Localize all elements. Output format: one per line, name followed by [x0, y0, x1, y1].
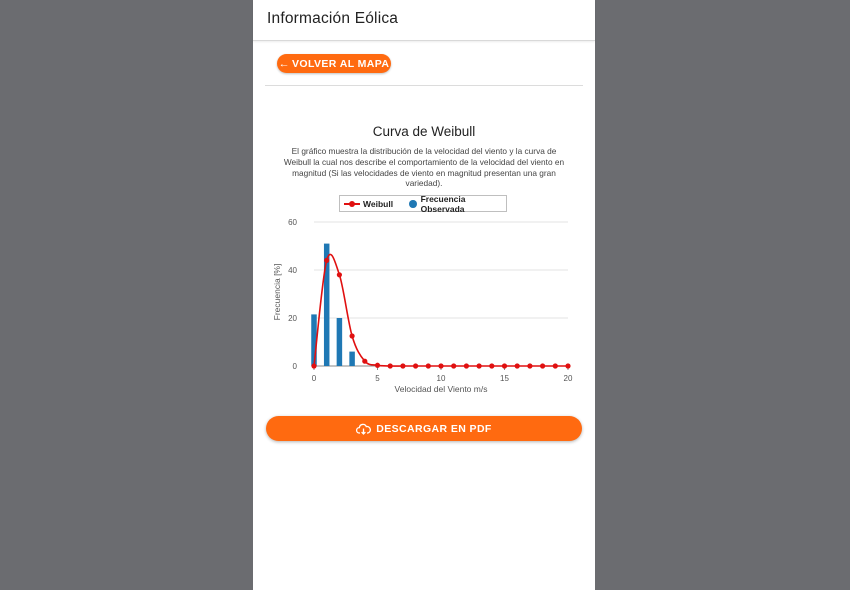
- legend-label-observed: Frecuencia Observada: [420, 193, 466, 214]
- weibull-point[interactable]: [464, 363, 469, 368]
- weibull-point[interactable]: [451, 363, 456, 368]
- x-tick-label: 10: [436, 374, 446, 383]
- back-to-map-button[interactable]: [277, 54, 391, 73]
- weibull-point[interactable]: [553, 363, 558, 368]
- weibull-point[interactable]: [362, 359, 367, 364]
- download-pdf-label: DESCARGAR EN PDF: [376, 422, 492, 435]
- weibull-line-marker-icon: [344, 200, 360, 208]
- weibull-point[interactable]: [413, 363, 418, 368]
- info-panel: [253, 0, 595, 590]
- y-axis-label: Frecuencia [%]: [272, 263, 282, 321]
- weibull-point[interactable]: [438, 363, 443, 368]
- x-axis-label: Velocidad del Viento m/s: [394, 384, 488, 394]
- weibull-point[interactable]: [324, 258, 329, 263]
- x-tick-label: 20: [563, 374, 573, 383]
- weibull-point[interactable]: [565, 363, 570, 368]
- y-tick-label: 40: [288, 266, 297, 275]
- chart-title: Curva de Weibull: [372, 124, 476, 139]
- weibull-point[interactable]: [477, 363, 482, 368]
- observed-dot-marker-icon: [409, 200, 417, 208]
- weibull-point[interactable]: [540, 363, 545, 368]
- chart-description: El gráfico muestra la distribución de la velocidad del viento y la curva de Weibull la cual nos describe el comportamiento de la velocidad del viento en magnitud (Si las velocidades de viento en magnitud presentan una gran variedad).: [283, 146, 565, 189]
- divider: [265, 85, 583, 86]
- cloud-download-icon: [356, 423, 371, 435]
- weibull-chart: [253, 210, 595, 400]
- weibull-point[interactable]: [388, 363, 393, 368]
- x-tick-label: 0: [311, 374, 317, 383]
- x-tick-label: 15: [500, 374, 509, 383]
- back-to-map-label: VOLVER AL MAPA: [292, 57, 390, 70]
- weibull-point[interactable]: [337, 272, 342, 277]
- y-tick-label: 60: [288, 218, 297, 227]
- y-tick-label: 0: [292, 362, 297, 371]
- weibull-point[interactable]: [489, 363, 494, 368]
- legend-label-weibull: Weibull: [363, 198, 394, 209]
- weibull-point[interactable]: [527, 363, 532, 368]
- weibull-point[interactable]: [350, 333, 355, 338]
- x-tick-label: 5: [375, 374, 380, 383]
- weibull-point[interactable]: [375, 363, 380, 368]
- header-bar: [253, 0, 595, 41]
- weibull-point[interactable]: [502, 363, 507, 368]
- observed-frequency-bar[interactable]: [349, 352, 355, 366]
- weibull-point[interactable]: [515, 363, 520, 368]
- arrow-left-icon: ←: [278, 57, 290, 70]
- weibull-curve-line: [314, 254, 568, 366]
- weibull-point[interactable]: [426, 363, 431, 368]
- weibull-point[interactable]: [400, 363, 405, 368]
- observed-frequency-bar[interactable]: [337, 318, 343, 366]
- legend-item-weibull[interactable]: [340, 199, 393, 209]
- y-tick-label: 20: [288, 314, 297, 323]
- download-pdf-button[interactable]: [266, 416, 582, 441]
- page-title: Información Eólica: [267, 10, 399, 27]
- weibull-point[interactable]: [311, 363, 316, 368]
